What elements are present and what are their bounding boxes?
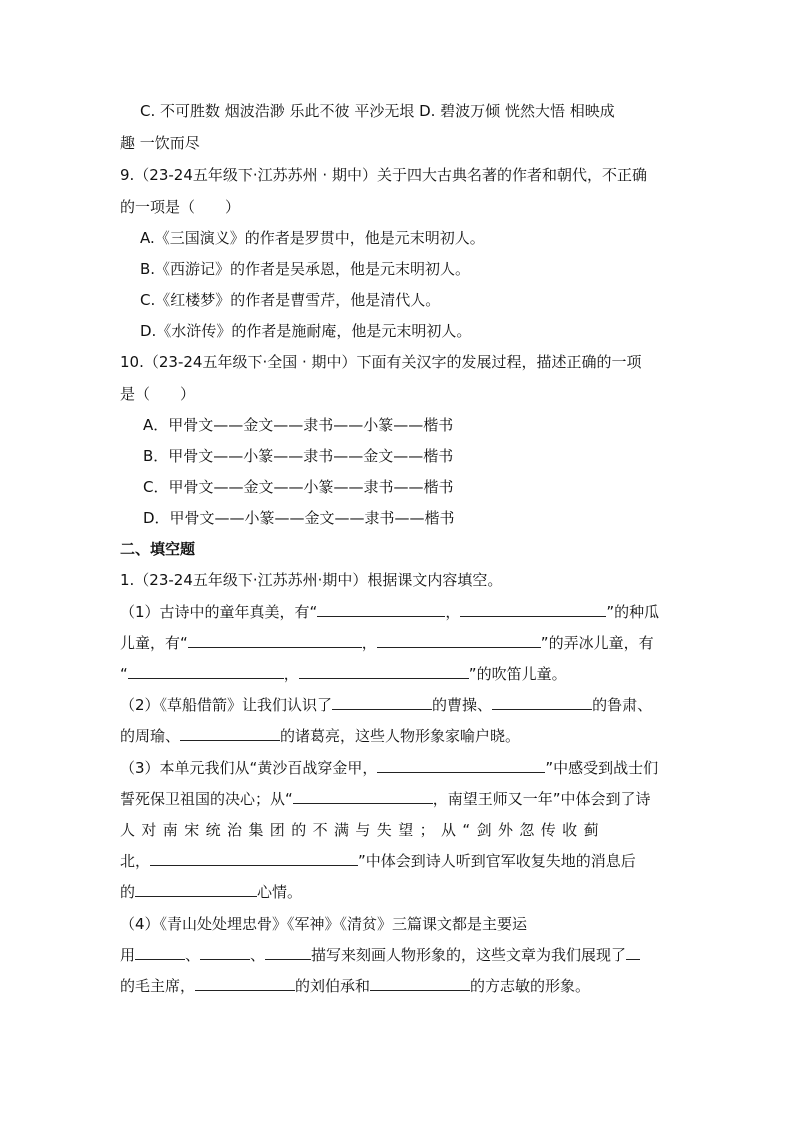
fill1-p2-line-1 <box>120 695 652 715</box>
text: ”的弄冰儿童，有 <box>540 634 654 652</box>
fill1-p3-line-4 <box>120 851 636 871</box>
text: 描写来刻画人物形象的，这些文章为我们展现了 <box>311 946 627 964</box>
answer-blank[interactable] <box>317 602 445 617</box>
q9-option-c: C.《红楼梦》的作者是曹雪芹，他是清代人。 <box>140 291 441 309</box>
q9-option-d: D.《水浒传》的作者是施耐庵，他是元末明初人。 <box>140 322 472 340</box>
q9-option-a: A.《三国演义》的作者是罗贯中，他是元末明初人。 <box>140 229 485 247</box>
answer-blank[interactable] <box>135 882 257 897</box>
fill1-p3-line-3: 人对南宋统治集团的不满与失望；从“剑外忽传收蓟 <box>120 821 605 839</box>
text: （2）《草船借箭》让我们认识了 <box>120 696 333 714</box>
q9-stem-line-2: 的一项是（ ） <box>120 198 241 216</box>
fill1-p4-line-3 <box>120 976 590 996</box>
text: 的 <box>120 883 136 901</box>
fill1-p3-line-5 <box>120 882 302 902</box>
text: ”中感受到战士们 <box>545 759 659 777</box>
text: 儿童，有“ <box>120 634 188 652</box>
text: （3）本单元我们从“黄沙百战穿金甲， <box>120 759 378 777</box>
fill1-p4-line-1: （4）《青山处处埋忠骨》《军神》《清贫》三篇课文都是主要运 <box>120 915 528 933</box>
text: （1）古诗中的童年真美，有“ <box>120 603 318 621</box>
answer-blank[interactable] <box>128 664 284 679</box>
text: ”的种瓜 <box>606 603 660 621</box>
answer-blank[interactable] <box>460 602 606 617</box>
text: ，南望王师又一年”中体会到了诗 <box>432 790 651 808</box>
q10-stem-line-1: 10.（23-24五年级下·全国 · 期中）下面有关汉字的发展过程，描述正确的一项 <box>120 353 642 371</box>
fill1-p3-line-2 <box>120 789 651 809</box>
answer-blank[interactable] <box>492 695 592 710</box>
answer-blank[interactable] <box>299 664 469 679</box>
q10-option-b: B．甲骨文——小篆——隶书——金文——楷书 <box>143 447 454 465</box>
answer-blank[interactable] <box>188 633 362 648</box>
text: 用 <box>120 946 136 964</box>
q10-stem-line-2: 是（ ） <box>120 385 196 403</box>
text: ”的吹笛儿童。 <box>468 665 567 683</box>
answer-blank[interactable] <box>293 789 433 804</box>
text: 、 <box>250 946 266 964</box>
answer-blank[interactable] <box>200 945 250 960</box>
text: ， <box>361 634 377 652</box>
fill1-p3-line-1 <box>120 758 658 778</box>
answer-blank[interactable] <box>195 976 295 991</box>
text: 的毛主席， <box>120 977 196 995</box>
q8-option-line-2: 趣 一饮而尽 <box>120 134 200 152</box>
text: 的诸葛亮，这些人物形象家喻户晓。 <box>280 727 521 745</box>
answer-blank[interactable] <box>626 945 640 960</box>
answer-blank[interactable] <box>332 695 432 710</box>
text: “ <box>120 665 128 683</box>
fill1-p1-line-1 <box>120 602 659 622</box>
text: ， <box>445 603 461 621</box>
answer-blank[interactable] <box>180 726 280 741</box>
text: 、 <box>185 946 201 964</box>
text: 心情。 <box>257 883 303 901</box>
answer-blank[interactable] <box>135 945 185 960</box>
section-title: 二、填空题 <box>120 540 196 558</box>
answer-blank[interactable] <box>370 976 470 991</box>
fill1-p1-line-2 <box>120 633 654 653</box>
text: 的刘伯承和 <box>295 977 371 995</box>
q10-option-d: D．甲骨文——小篆——金文——隶书——楷书 <box>143 509 455 527</box>
q9-option-b: B.《西游记》的作者是吴承恩，他是元末明初人。 <box>140 260 471 278</box>
fill1-p1-line-3 <box>120 664 567 684</box>
q9-stem-line-1: 9.（23-24五年级下·江苏苏州 · 期中）关于四大古典名著的作者和朝代，不正确 <box>120 166 647 184</box>
fill1-p2-line-2 <box>120 726 520 746</box>
text: 的周瑜、 <box>120 727 181 745</box>
text: 誓死保卫祖国的决心；从“ <box>120 790 293 808</box>
q10-option-c: C．甲骨文——金文——小篆——隶书——楷书 <box>143 478 454 496</box>
answer-blank[interactable] <box>377 633 541 648</box>
fill1-p4-line-2 <box>120 945 640 965</box>
text: ”中体会到诗人听到官军收复失地的消息后 <box>358 852 636 870</box>
q8-option-line-1: C. 不可胜数 烟波浩渺 乐此不彼 平沙无垠 D. 碧波万倾 恍然大悟 相映成 <box>140 102 615 120</box>
answer-blank[interactable] <box>265 945 311 960</box>
text: ， <box>283 665 299 683</box>
text: 的鲁肃、 <box>592 696 653 714</box>
text: 北， <box>120 852 151 870</box>
answer-blank[interactable] <box>377 758 545 773</box>
fill1-stem: 1.（23-24五年级下·江苏苏州·期中）根据课文内容填空。 <box>120 571 503 589</box>
text: 的方志敏的形象。 <box>470 977 591 995</box>
text: 的曹操、 <box>432 696 493 714</box>
answer-blank[interactable] <box>150 851 358 866</box>
q10-option-a: A．甲骨文——金文——隶书——小篆——楷书 <box>143 416 454 434</box>
